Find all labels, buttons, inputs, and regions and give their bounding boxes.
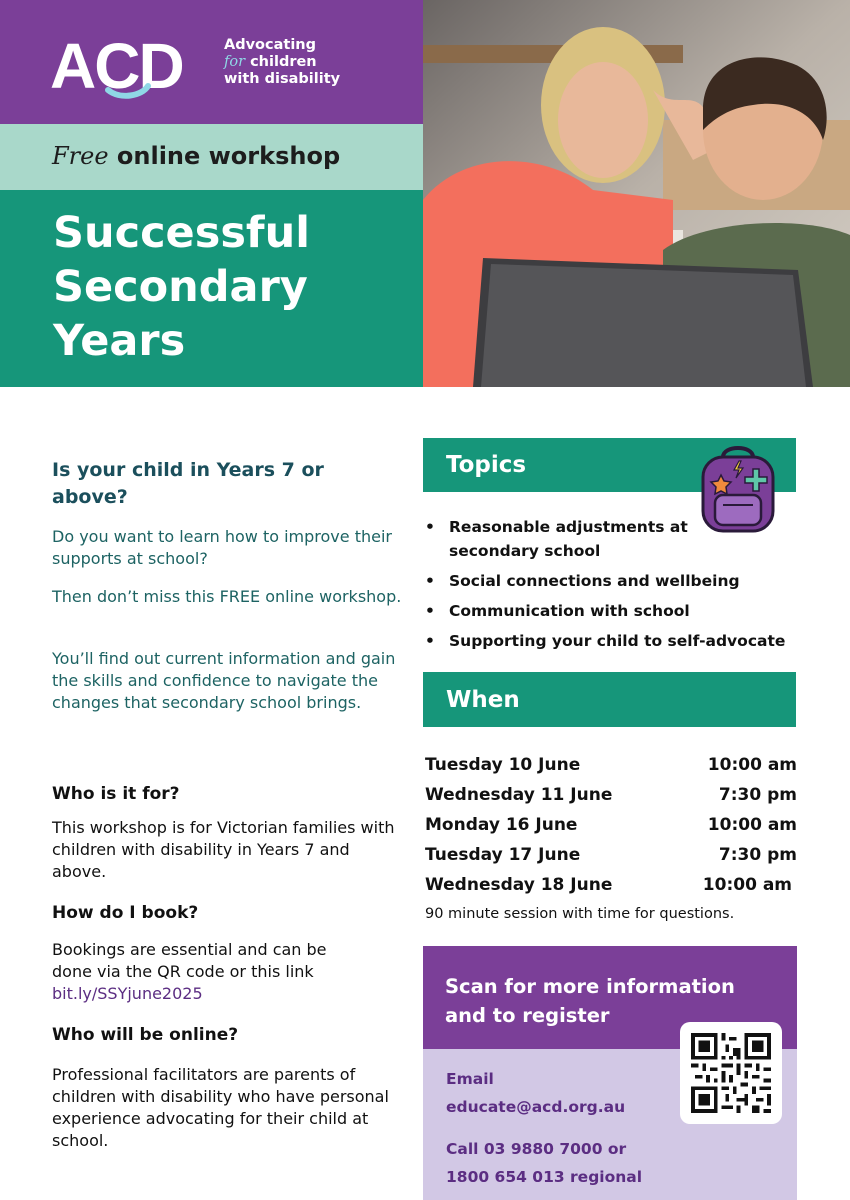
who-online-text: Professional facilitators are parents of children with disability who have personal experience advocating for their child at school.	[52, 1065, 389, 1150]
how-book-body: Bookings are essential and can be done via the QR code or this link	[52, 940, 327, 981]
topic-item: • Supporting your child to self-advocate	[423, 629, 803, 653]
session-time: 10:00 am	[702, 875, 792, 895]
tagline-line-3: with disability	[224, 71, 341, 87]
tagline-line-1: Advocating	[224, 37, 316, 53]
qr-code[interactable]	[680, 1022, 782, 1124]
session-date: Monday 16 June	[425, 815, 578, 835]
session-date: Wednesday 18 June	[425, 875, 613, 895]
email-address[interactable]: educate@acd.org.au	[446, 1098, 626, 1116]
online-workshop-word: online workshop	[108, 142, 341, 170]
session-date: Wednesday 11 June	[425, 785, 613, 805]
who-online-heading: Who will be online?	[52, 1025, 239, 1045]
phone-line-1[interactable]: Call 03 9880 7000 or	[446, 1140, 627, 1158]
logo-tagline	[224, 37, 340, 88]
session-time: 10:00 am	[707, 815, 797, 835]
title-line-2: Secondary	[53, 262, 308, 312]
session-row	[425, 815, 797, 835]
who-for-heading: Who is it for?	[52, 784, 180, 804]
booking-link[interactable]: bit.ly/SSYjune2025	[52, 984, 203, 1003]
how-book-text	[52, 939, 352, 1005]
intro-paragraph-2: Then don’t miss this FREE online workshop.	[52, 587, 402, 606]
topics-list	[423, 515, 803, 659]
session-row	[425, 845, 797, 865]
register-title: Scan for more information and to register	[445, 975, 735, 1027]
topic-item: • Reasonable adjustments at secondary school	[423, 515, 713, 563]
session-time: 10:00 am	[707, 755, 797, 775]
tagline-for: for	[224, 54, 246, 70]
qr-code-icon	[691, 1033, 771, 1113]
phone-line-2[interactable]: 1800 654 013 regional	[446, 1168, 643, 1186]
session-row	[425, 785, 797, 805]
session-date: Tuesday 10 June	[425, 755, 581, 775]
logo-text: ACD	[50, 30, 183, 100]
topics-heading: Topics	[446, 452, 527, 478]
when-heading: When	[446, 686, 520, 713]
parent-child-laptop-photo	[423, 0, 850, 387]
intro-paragraph-1: Do you want to learn how to improve their supports at school?	[52, 527, 392, 568]
session-time: 7:30 pm	[718, 785, 797, 805]
workshop-title	[53, 206, 413, 368]
when-heading-bar	[423, 672, 796, 727]
tagline-children: children	[245, 54, 317, 70]
title-line-3: Years	[53, 316, 186, 366]
session-row	[425, 755, 797, 775]
free-word: Free	[52, 142, 109, 170]
session-row	[425, 875, 792, 895]
how-book-heading: How do I book?	[52, 903, 199, 923]
topic-item: • Social connections and wellbeing	[423, 569, 803, 593]
who-for-text: This workshop is for Victorian families with children with disability in Years 7 and above.	[52, 818, 395, 881]
topic-item: • Communication with school	[423, 599, 803, 623]
acd-logo	[50, 30, 200, 100]
intro-paragraph-3: You’ll find out current information and gain the skills and confidence to navigate the changes that secondary school brings.	[52, 649, 396, 712]
free-workshop-label	[52, 142, 340, 170]
session-time: 7:30 pm	[718, 845, 797, 865]
intro-question: Is your child in Years 7 or above?	[52, 459, 324, 508]
title-line-1: Successful	[53, 208, 310, 258]
email-label: Email	[446, 1070, 494, 1088]
session-date: Tuesday 17 June	[425, 845, 581, 865]
session-note: 90 minute session with time for questions.	[425, 906, 735, 922]
